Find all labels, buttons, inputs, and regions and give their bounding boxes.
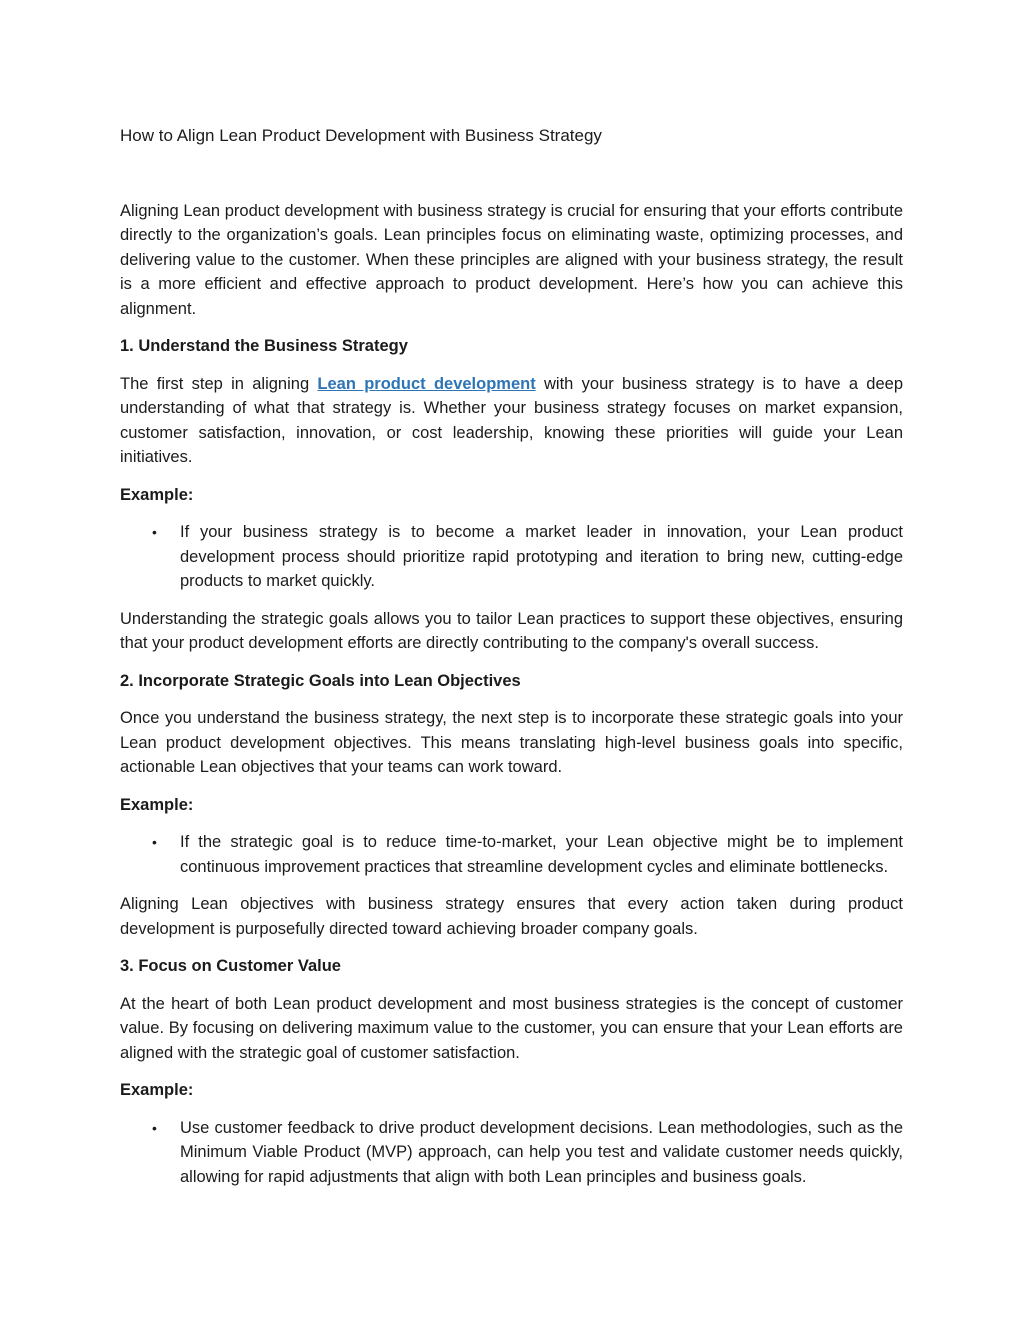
- list-item: [120, 1116, 903, 1190]
- section-1-bullet-list: [120, 520, 903, 594]
- section-2-example-label: Example:: [120, 795, 194, 814]
- list-item: [120, 520, 903, 594]
- section-2-paragraph: Once you understand the business strategy, the next step is to incorporate these strategic goals into your Lean product development objectives. This means translating high-level business goals into specific, actionable Lean objectives that your teams can work toward.: [120, 709, 903, 776]
- document-title: How to Align Lean Product Development with Business Strategy: [120, 126, 602, 145]
- section-2-bullet-list: [120, 830, 903, 879]
- section-1-text-before-link: The first step in aligning: [120, 374, 318, 393]
- bullet-icon: •: [152, 524, 157, 540]
- intro-paragraph: Aligning Lean product development with business strategy is crucial for ensuring that your efforts contribute directly to the organization’s goals. Lean principles focus on eliminating waste, optimizing processes, and delivering value to the customer. When these principles are aligned with your business strategy, the result is a more efficient and effective approach to product development. Here’s how you can achieve this alignment.: [120, 201, 903, 318]
- list-item: [120, 830, 903, 879]
- section-1-text-after-link: with your business strategy is to have a deep understanding of what that strategy is. Whether your business strategy focuses on market expansion, customer satisfaction, innovation, or cost leadership, knowing these priorities will guide your Lean initiatives.: [120, 374, 904, 466]
- bullet-icon: •: [152, 1119, 157, 1136]
- section-1-closing-paragraph: Understanding the strategic goals allows you to tailor Lean practices to support these objectives, ensuring that your product development efforts are directly contributing to the company's overall success.: [120, 609, 903, 652]
- lean-product-development-link[interactable]: Lean product development: [317, 374, 536, 393]
- section-2-bullet-text: If the strategic goal is to reduce time-to-market, your Lean objective might be to implement continuous improvement practices that streamline development cycles and eliminate bottlenecks.: [180, 833, 903, 876]
- section-2-heading: 2. Incorporate Strategic Goals into Lean Objectives: [120, 671, 521, 690]
- section-1-paragraph: [120, 372, 903, 470]
- section-1-example-label: Example:: [120, 485, 194, 504]
- section-3-bullet-text: Use customer feedback to drive product development decisions. Lean methodologies, such as the Minimum Viable Product (MVP) approach, can help you test and validate customer needs quickly, allowing for rapid adjustments that align with both Lean principles and business goals.: [180, 1118, 903, 1186]
- section-3-bullet-list: [120, 1116, 903, 1190]
- section-3-heading: 3. Focus on Customer Value: [120, 957, 341, 975]
- section-1-heading: 1. Understand the Business Strategy: [120, 337, 408, 355]
- section-2-closing-paragraph: Aligning Lean objectives with business strategy ensures that every action taken during product development is purposefully directed toward achieving broader company goals.: [120, 895, 903, 938]
- section-3-paragraph: At the heart of both Lean product development and most business strategies is the concept of customer value. By focusing on delivering maximum value to the customer, you can ensure that your Lean efforts are aligned with the strategic goal of customer satisfaction.: [120, 994, 903, 1062]
- bullet-icon: •: [152, 834, 157, 850]
- section-1-bullet-text: If your business strategy is to become a market leader in innovation, your Lean product development process should prioritize rapid prototyping and iteration to bring new, cutting-edge products to market quickly.: [180, 523, 903, 590]
- section-3-example-label: Example:: [120, 1081, 194, 1099]
